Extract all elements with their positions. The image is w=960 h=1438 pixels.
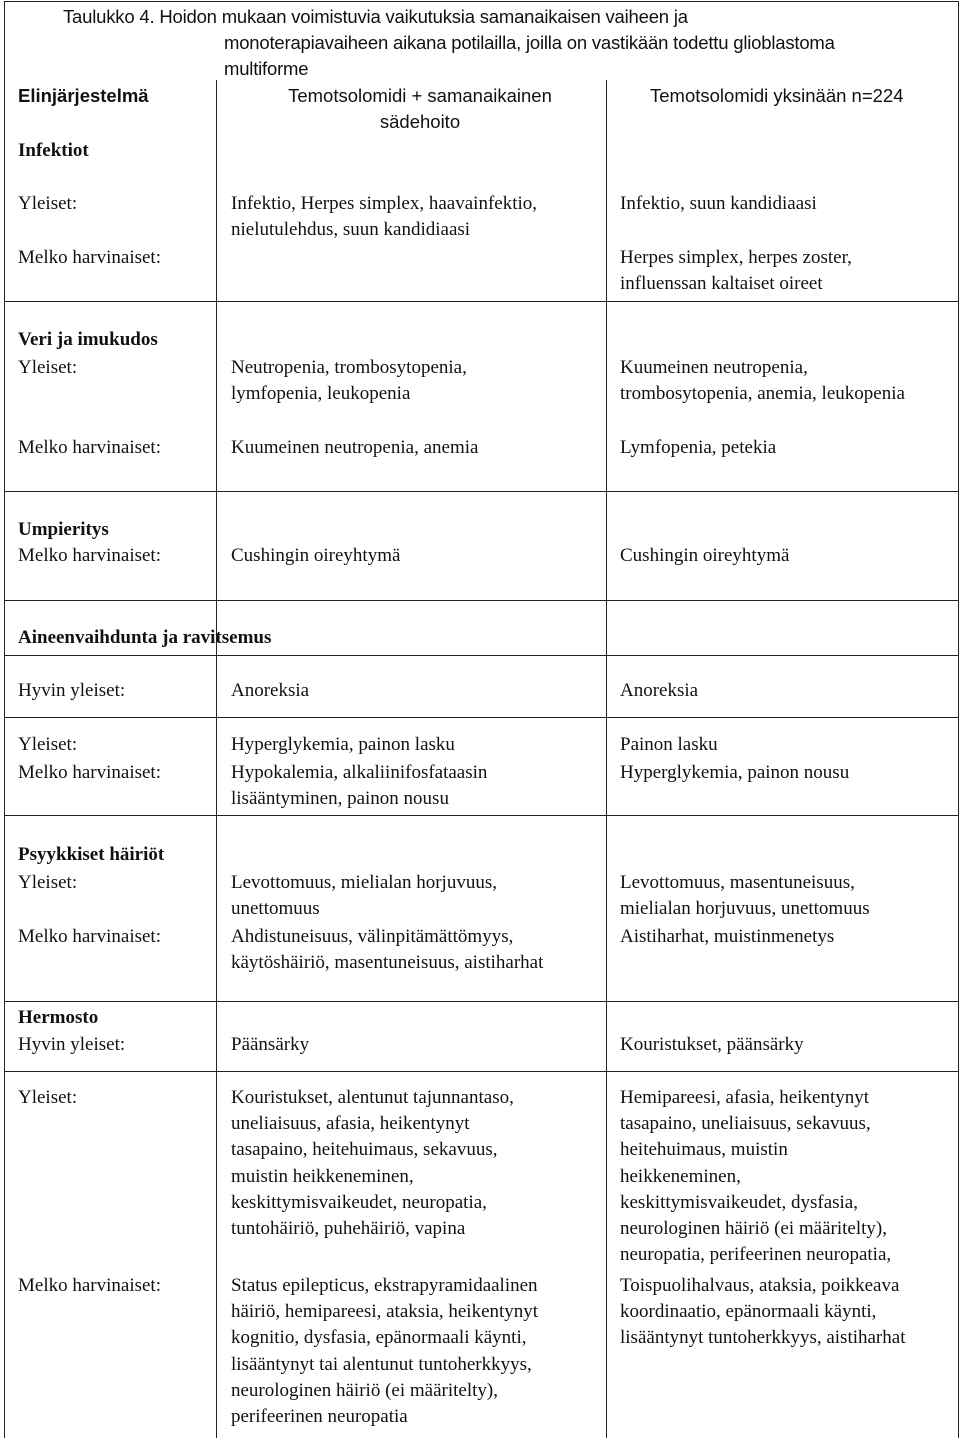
nervous-uncommon-combination [231, 1273, 606, 1430]
metabolism-common-combination [231, 732, 606, 758]
cell-line: Aistiharhat, muistinmenetys [620, 926, 835, 947]
section-title-metabolism: Aineenvaihdunta ja ravitsemus [18, 627, 272, 648]
nervous-common-combination [231, 1085, 606, 1242]
cell-line: koordinaatio, epänormaali käynti, [620, 1301, 877, 1323]
infections-common-monotherapy [620, 191, 956, 217]
frequency-label: Melko harvinaiset: [18, 247, 161, 268]
cell-line: neurologinen häiriö (ei määritelty), [620, 1218, 887, 1240]
header-monotherapy: Temotsolomidi yksinään n=224 [650, 85, 904, 106]
cell-line: Cushingin oireyhtymä [620, 545, 790, 566]
endocrine-uncommon-combination [231, 543, 606, 569]
cell-line: Kuumeinen neutropenia, anemia [231, 437, 479, 458]
endocrine-uncommon-monotherapy [620, 543, 956, 569]
cell-line: neurologinen häiriö (ei määritelty), [231, 1379, 498, 1401]
cell-line: Anoreksia [231, 680, 310, 701]
cell-line: Status epilepticus, ekstrapyramidaalinen [231, 1275, 538, 1296]
table-right-border [958, 1, 959, 1438]
cell-line: kognitio, dysfasia, epänormaali käynti, [231, 1327, 527, 1349]
cell-line: Hyperglykemia, painon lasku [231, 734, 455, 755]
cell-line: häiriö, hemipareesi, ataksia, heikentynyt [231, 1301, 539, 1323]
cell-line: influenssan kaltaiset oireet [620, 273, 823, 295]
row-divider [4, 717, 959, 718]
cell-line: käytöshäiriö, masentuneisuus, aistiharhat [231, 952, 544, 974]
cell-line: tasapaino, uneliaisuus, sekavuus, [620, 1113, 871, 1135]
metabolism-uncommon-combination [231, 760, 606, 812]
section-title-blood: Veri ja imukudos [18, 329, 158, 350]
cell-line: Hyperglykemia, painon nousu [620, 762, 850, 783]
metabolism-uncommon-monotherapy [620, 760, 956, 786]
nervous-very-common-monotherapy [620, 1032, 956, 1058]
cell-line: nielutulehdus, suun kandidiaasi [231, 219, 471, 241]
cell-line: Toispuolihalvaus, ataksia, poikkeava [620, 1275, 900, 1296]
table-caption [63, 4, 948, 82]
infections-common-combination [231, 191, 606, 243]
cell-line: Hypokalemia, alkaliinifosfataasin [231, 762, 488, 783]
row-divider [4, 600, 959, 601]
row-divider [4, 491, 959, 492]
cell-line: Lymfopenia, petekia [620, 437, 777, 458]
header-combination-therapy [230, 83, 610, 135]
section-title-infections: Infektiot [18, 140, 89, 161]
header-combination-line1: Temotsolomidi + samanaikainen [288, 85, 552, 106]
blood-common-monotherapy [620, 355, 956, 407]
cell-line: lymfopenia, leukopenia [231, 383, 411, 405]
cell-line: lisääntyminen, painon nousu [231, 788, 449, 810]
frequency-label: Melko harvinaiset: [18, 926, 161, 947]
table-left-border [4, 1, 5, 1438]
infections-uncommon-monotherapy [620, 245, 956, 297]
caption-line: multiforme [224, 58, 309, 79]
frequency-label: Melko harvinaiset: [18, 545, 161, 566]
cell-line: Herpes simplex, herpes zoster, [620, 247, 852, 268]
caption-line: Taulukko 4. Hoidon mukaan voimistuvia vaikutuksia samanaikaisen vaiheen ja [63, 6, 688, 27]
section-title-nervous-system: Hermosto [18, 1007, 99, 1028]
metabolism-very-common-monotherapy [620, 678, 956, 704]
table-top-border [4, 1, 959, 2]
column-divider-1 [216, 80, 217, 1438]
cell-line: lisääntynyt tuntoherkkyys, aistiharhat [620, 1327, 906, 1349]
cell-line: tuntohäiriö, puhehäiriö, vapina [231, 1218, 466, 1240]
nervous-common-monotherapy [620, 1085, 956, 1268]
frequency-label: Melko harvinaiset: [18, 437, 161, 458]
cell-line: heikkeneminen, [620, 1165, 741, 1187]
cell-line: keskittymisvaikeudet, dysfasia, [620, 1191, 858, 1213]
cell-line: uneliaisuus, afasia, heikentynyt [231, 1113, 470, 1135]
cell-line: mielialan horjuvuus, unettomuus [620, 898, 870, 920]
cell-line: neuropatia, perifeerinen neuropatia, [620, 1244, 892, 1266]
nervous-very-common-combination [231, 1032, 606, 1058]
cell-line: tasapaino, heitehuimaus, sekavuus, [231, 1139, 498, 1161]
metabolism-very-common-combination [231, 678, 606, 704]
frequency-label: Melko harvinaiset: [18, 1275, 161, 1296]
cell-line: keskittymisvaikeudet, neuropatia, [231, 1191, 487, 1213]
frequency-label: Yleiset: [18, 357, 78, 378]
frequency-label: Yleiset: [18, 1087, 78, 1108]
cell-line: Kuumeinen neutropenia, [620, 357, 808, 378]
blood-common-combination [231, 355, 606, 407]
section-title-endocrine: Umpieritys [18, 519, 109, 540]
row-divider [4, 1071, 959, 1072]
frequency-label: Yleiset: [18, 734, 78, 755]
cell-line: heitehuimaus, muistin [620, 1139, 788, 1161]
cell-line: trombosytopenia, anemia, leukopenia [620, 383, 905, 405]
nervous-uncommon-monotherapy [620, 1273, 956, 1352]
cell-line: Anoreksia [620, 680, 699, 701]
psychiatric-common-combination [231, 870, 606, 922]
row-divider [4, 655, 959, 656]
psychiatric-common-monotherapy [620, 870, 956, 922]
column-divider-2 [606, 80, 607, 1438]
metabolism-common-monotherapy [620, 732, 956, 758]
frequency-label: Hyvin yleiset: [18, 1034, 126, 1055]
cell-line: Cushingin oireyhtymä [231, 545, 401, 566]
frequency-label: Melko harvinaiset: [18, 762, 161, 783]
section-title-psychiatric: Psyykkiset häiriöt [18, 844, 165, 865]
cell-line: muistin heikkeneminen, [231, 1165, 414, 1187]
cell-line: Neutropenia, trombosytopenia, [231, 357, 467, 378]
psychiatric-uncommon-combination [231, 924, 606, 976]
cell-line: Levottomuus, masentuneisuus, [620, 872, 855, 893]
cell-line: Infektio, suun kandidiaasi [620, 193, 817, 214]
cell-line: lisääntynyt tai alentunut tuntoherkkyys, [231, 1353, 532, 1375]
frequency-label: Hyvin yleiset: [18, 680, 126, 701]
cell-line: Hemipareesi, afasia, heikentynyt [620, 1087, 870, 1108]
cell-line: Ahdistuneisuus, välinpitämättömyys, [231, 926, 514, 947]
blood-uncommon-monotherapy [620, 435, 956, 461]
blood-uncommon-combination [231, 435, 606, 461]
row-divider [4, 301, 959, 302]
cell-line: Painon lasku [620, 734, 718, 755]
row-divider [4, 1001, 959, 1002]
cell-line: Kouristukset, päänsärky [620, 1034, 804, 1055]
psychiatric-uncommon-monotherapy [620, 924, 956, 950]
header-organ-system: Elinjärjestelmä [18, 85, 149, 106]
cell-line: perifeerinen neuropatia [231, 1406, 408, 1428]
cell-line: Kouristukset, alentunut tajunnantaso, [231, 1087, 514, 1108]
cell-line: unettomuus [231, 898, 320, 920]
frequency-label: Yleiset: [18, 872, 78, 893]
cell-line: Levottomuus, mielialan horjuvuus, [231, 872, 497, 893]
cell-line: Infektio, Herpes simplex, haavainfektio, [231, 193, 538, 214]
frequency-label: Yleiset: [18, 193, 78, 214]
cell-line: Päänsärky [231, 1034, 310, 1055]
header-combination-line2: sädehoito [379, 111, 461, 132]
caption-line: monoterapiavaiheen aikana potilailla, joilla on vastikään todettu glioblastoma [224, 32, 835, 53]
row-divider [4, 815, 959, 816]
